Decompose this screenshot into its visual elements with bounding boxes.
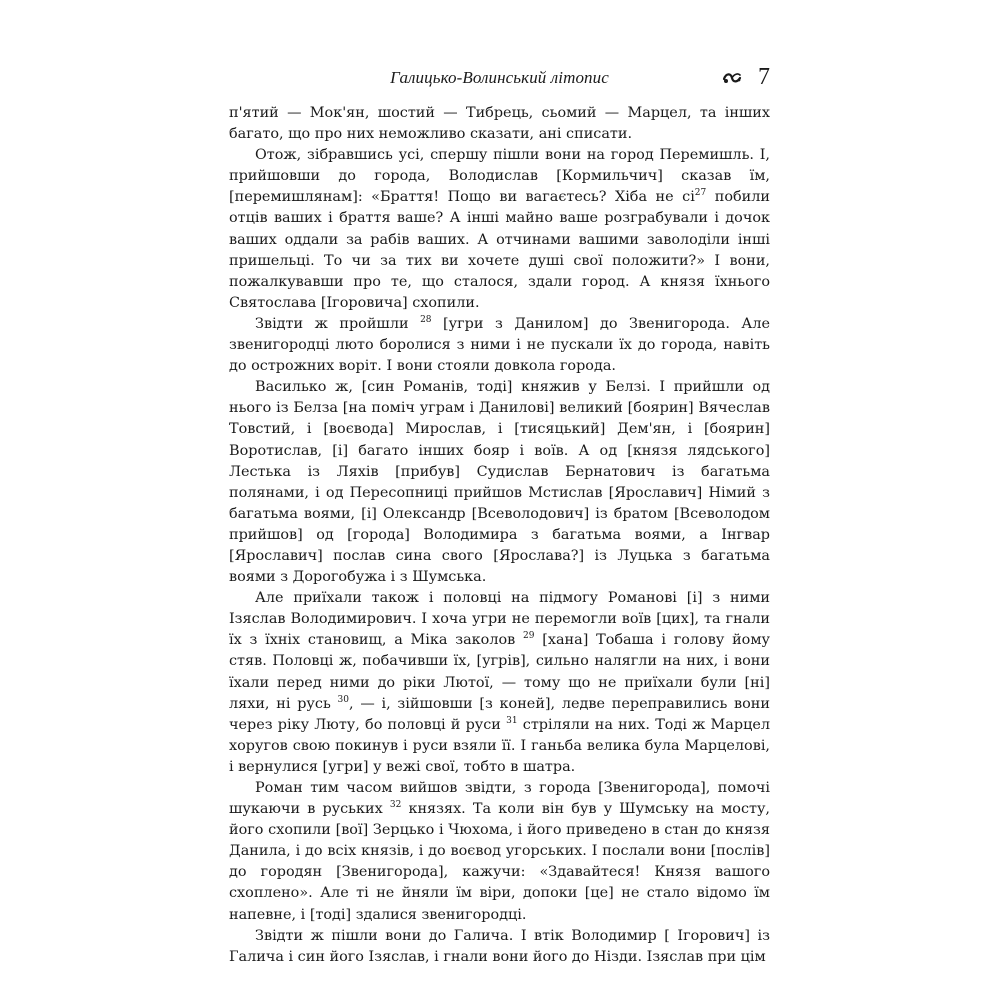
- text-run: князях. Та коли він був у Шумську на мосту, його схопили [вої] Зерцько і Чюхома, і його приведено в стан до князя Данила, і до всіх князів, і до воєвод угорських. І послали вони [послів] до городян [Звенигорода], кажучи: «Здавайтеся! Князя вашого схоплено». Але ті не йняли їм віри, допоки [це] не стало відомо їм напевне, і [тоді] здалися звенигородці.: [229, 801, 771, 923]
- running-title: Галицько-Волинський літопис: [390, 68, 609, 87]
- body-text: [229, 103, 770, 968]
- running-header: [229, 66, 770, 92]
- text-run: Звідти ж пройшли: [255, 315, 421, 332]
- footnote-marker: 32: [389, 800, 402, 811]
- footnote-marker: 27: [694, 188, 707, 199]
- paragraph: [229, 314, 770, 377]
- footnote-marker: 31: [506, 715, 518, 726]
- paragraph: [229, 926, 770, 968]
- text-run: стріляли на них. Тоді ж Марцел хоругов свою покинув і руси взяли її. І ганьба велика була Марцелові, і вернулися [угри] у вежі свої, тобто в шатра.: [229, 716, 771, 775]
- paragraph: [229, 588, 770, 778]
- paragraph: [229, 145, 770, 314]
- footnote-marker: 29: [523, 631, 535, 642]
- text-run: Але приїхали також і половці на підмогу Романові [і] з ними Ізяслав Володимирович. І хоча угри не перемогли воїв [цих], та гнали їх з їхніх становищ, а Міка заколов: [229, 590, 770, 649]
- paragraph: [229, 778, 770, 926]
- footnote-marker: 28: [420, 315, 432, 326]
- text-run: Звідти ж пішли вони до Галича. І втік Володимир [ Ігорович] із Галича і син його Ізяслав, і гнали вони його до Нізди. Ізяслав при цім: [229, 927, 770, 965]
- page-number: 7: [758, 64, 770, 90]
- text-run: побили отців ваших і браття ваше? А інші майно ваше розграбували і дочок ваших оддали за рабів ваших. А отчинами вашими заволоділи інші пришельці. То чи за тих ви хочете душі свої положити?» І вони, пожалкувавши про те, що сталося, здали город. А князя їхнього Святослава [Ігоровича] схопили.: [229, 189, 770, 311]
- text-run: [угри з Данилом] до Звенигорода. Але звенигородці люто боролися з ними і не пускали їх до города, навіть до острожних воріт. І вони стояли довкола города.: [229, 315, 770, 375]
- fleuron-icon: [722, 70, 742, 86]
- text-run: Отож, зібравшись усі, спершу пішли вони на город Перемишль. І, прийшовши до города, Володислав [Кормильчич] сказав їм, [перемишлянам]: «Браття! Пощо ви вагаєтесь? Хіба не сі: [229, 147, 770, 206]
- text-run: [хана] Тобаша і голову йому стяв. Половці ж, побачивши їх, [угрів], сильно налягли на них, і вони їхали перед ними до ріки Лютої, — тому що не приїхали були [ні] ляхи, ні русь: [229, 632, 770, 712]
- text-run: , — і, зійшовши [з коней], ледве переправились вони через ріку Люту, бо половці й руси: [229, 695, 770, 733]
- paragraph: [229, 103, 770, 145]
- text-run: Роман тим часом вийшов звідти, з города [Звенигорода], помочі шукаючи в руських: [229, 780, 770, 818]
- text-run: Василько ж, [син Романів, тоді] княжив у Белзі. І прийшли од нього із Белза [на поміч уграм і Данилові] великий [боярин] Вячеслав Товстий, і [воєвода] Мирослав, і [тисяцький] Дем'ян, і [боярин] Воротислав, [і] багато інших бояр і воїв. А од [князя лядського] Лестька із Ляхів [прибув] Судислав Бернатович із багатьма полянами, і од Пересопниці прийшов Мстислав [Ярославич] Німий з багатьма воями, [і] Олександр [Всеволодович] із братом [Всеволодом прийшов] од [города] Володимира з багатьма воями, а Інгвар [Ярославич] послав сина свого [Ярослава?] із Луцька з багатьма воями з Дорогобужа і з Шумська.: [229, 379, 770, 586]
- paragraph: [229, 377, 770, 588]
- text-run: п'ятий — Мок'ян, шостий — Тибрець, сьомий — Марцел, та інших багато, що про них неможливо сказати, ані списати.: [229, 105, 770, 143]
- footnote-marker: 30: [337, 694, 349, 705]
